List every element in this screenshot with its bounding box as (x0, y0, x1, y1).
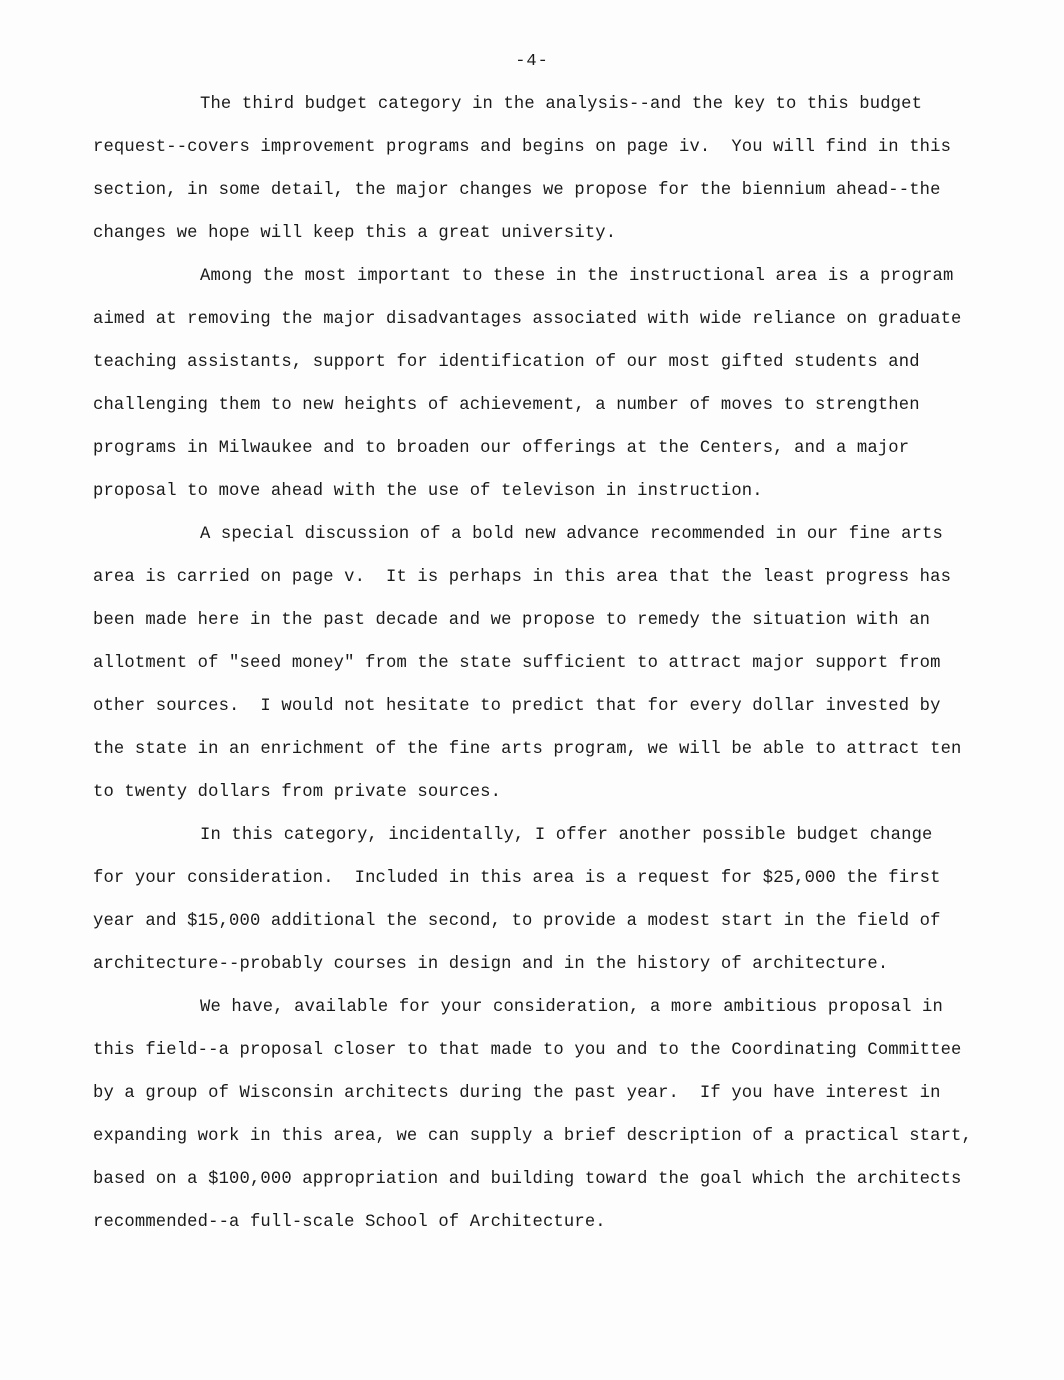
text-line: proposal to move ahead with the use of televison in instruction. (93, 482, 763, 501)
text-line: area is carried on page v. It is perhaps in this area that the least progress has (93, 568, 952, 587)
text-line: the state in an enrichment of the fine arts program, we will be able to attract ten (93, 740, 962, 759)
text-line: architecture--probably courses in design and in the history of architecture. (93, 955, 889, 974)
paragraph-2 (93, 262, 973, 520)
text-line: by a group of Wisconsin architects during the past year. If you have interest in (93, 1084, 941, 1103)
text-line: year and $15,000 additional the second, to provide a modest start in the field of (93, 912, 941, 931)
text-line: allotment of "seed money" from the state sufficient to attract major support from (93, 654, 941, 673)
text-line: aimed at removing the major disadvantages associated with wide reliance on graduate (93, 310, 962, 329)
text-line: In this category, incidentally, I offer another possible budget change (200, 826, 933, 845)
body-text (93, 90, 973, 1251)
text-line: request--covers improvement programs and begins on page iv. You will find in this (93, 138, 952, 157)
text-line: been made here in the past decade and we propose to remedy the situation with an (93, 611, 931, 630)
page-number: -4- (515, 52, 549, 71)
paragraph-3 (93, 520, 973, 821)
text-line: changes we hope will keep this a great university. (93, 224, 617, 243)
text-line: for your consideration. Included in this area is a request for $25,000 the first (93, 869, 941, 888)
paragraph-5 (93, 993, 973, 1251)
text-line: Among the most important to these in the instructional area is a program (200, 267, 954, 286)
paragraph-4 (93, 821, 973, 993)
text-line: other sources. I would not hesitate to predict that for every dollar invested by (93, 697, 941, 716)
text-line: The third budget category in the analysis--and the key to this budget (200, 95, 923, 114)
text-line: recommended--a full-scale School of Architecture. (93, 1213, 606, 1232)
text-line: We have, available for your consideration, a more ambitious proposal in (200, 998, 943, 1017)
paragraph-1 (93, 90, 973, 262)
text-line: A special discussion of a bold new advance recommended in our fine arts (200, 525, 943, 544)
text-line: expanding work in this area, we can supply a brief description of a practical start, (93, 1127, 972, 1146)
text-line: based on a $100,000 appropriation and building toward the goal which the architects (93, 1170, 962, 1189)
text-line: section, in some detail, the major changes we propose for the biennium ahead--the (93, 181, 941, 200)
text-line: teaching assistants, support for identification of our most gifted students and (93, 353, 920, 372)
text-line: to twenty dollars from private sources. (93, 783, 502, 802)
text-line: programs in Milwaukee and to broaden our offerings at the Centers, and a major (93, 439, 910, 458)
text-line: this field--a proposal closer to that made to you and to the Coordinating Committee (93, 1041, 962, 1060)
text-line: challenging them to new heights of achievement, a number of moves to strengthen (93, 396, 920, 415)
